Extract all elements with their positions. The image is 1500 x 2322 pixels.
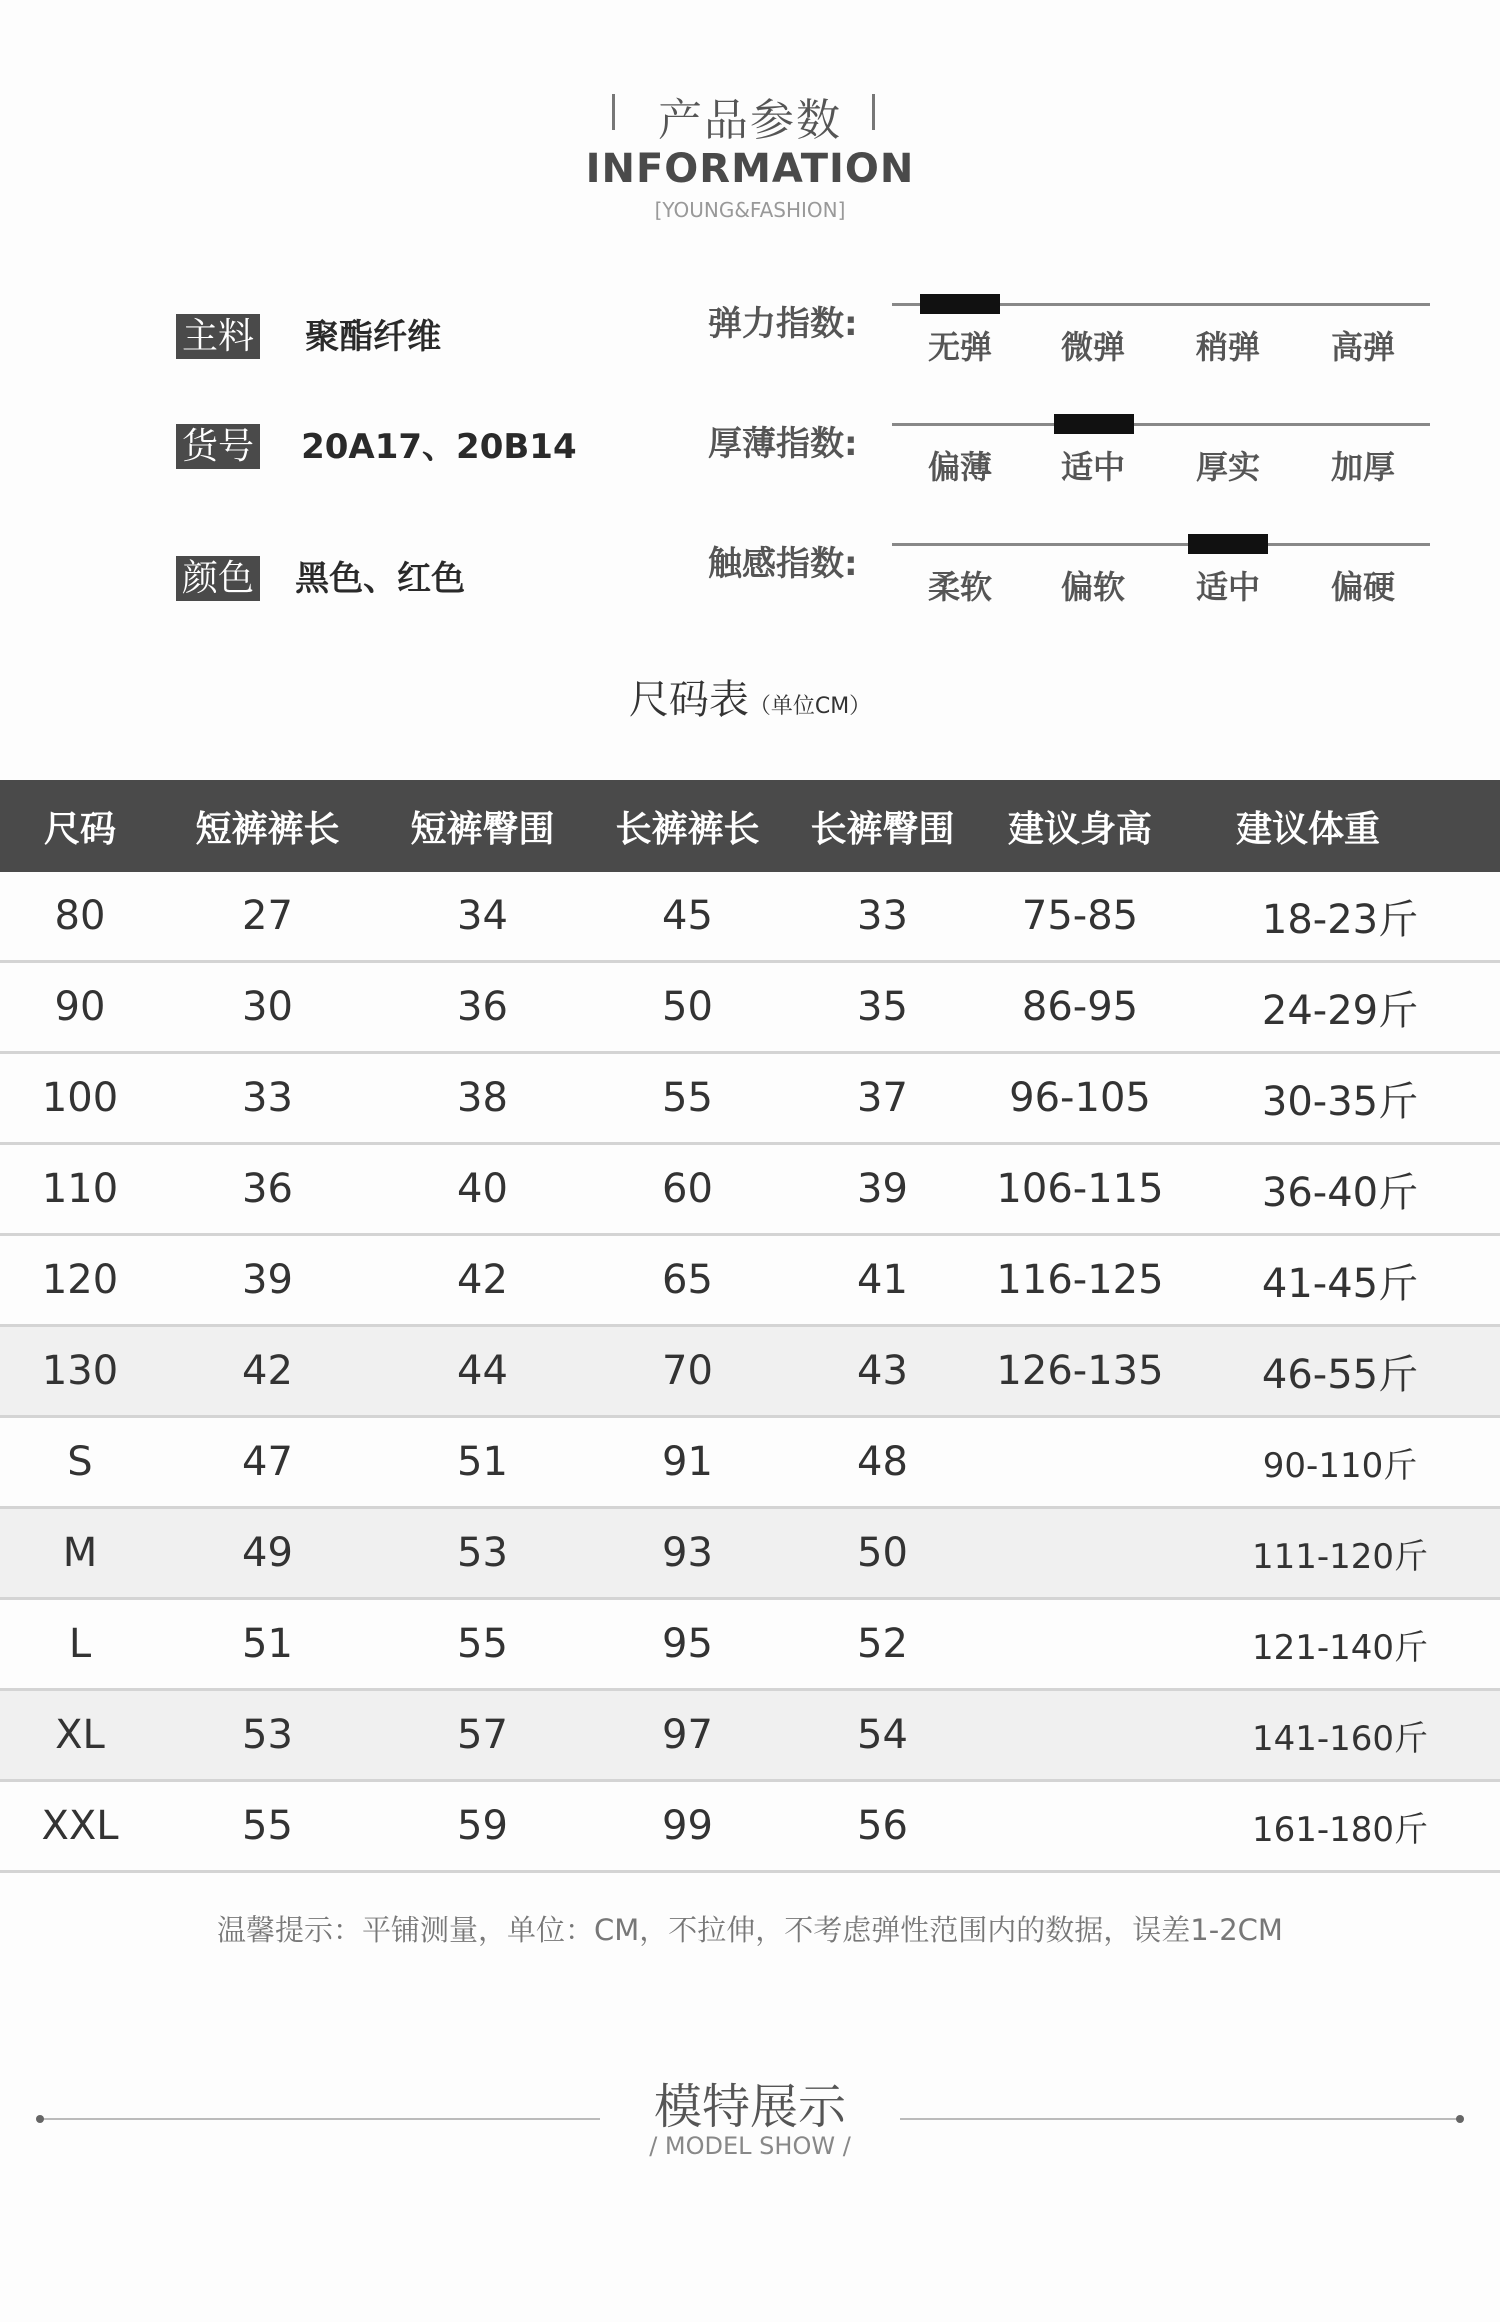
cell: 30-35斤 bbox=[1180, 1053, 1500, 1144]
table-row bbox=[0, 1417, 1500, 1508]
touch-option: 适中 bbox=[1195, 568, 1260, 606]
cell: 35 bbox=[785, 962, 980, 1053]
spec-material bbox=[176, 314, 441, 360]
size-table bbox=[0, 780, 1500, 1873]
header-short-length: 短裤裤长 bbox=[160, 780, 375, 872]
touch-option: 柔软 bbox=[927, 568, 992, 606]
cell: 33 bbox=[160, 1053, 375, 1144]
cell: 40 bbox=[375, 1144, 590, 1235]
elasticity-option: 稍弹 bbox=[1195, 328, 1260, 366]
table-row bbox=[0, 1599, 1500, 1690]
cell: 91 bbox=[590, 1417, 785, 1508]
cell bbox=[980, 1508, 1180, 1599]
touch-option: 偏硬 bbox=[1330, 568, 1395, 606]
cell: 41 bbox=[785, 1235, 980, 1326]
elasticity-option: 无弹 bbox=[927, 328, 992, 366]
header-size: 尺码 bbox=[0, 780, 160, 872]
cell: 111-120斤 bbox=[1180, 1508, 1500, 1599]
header-title-en: INFORMATION bbox=[585, 146, 915, 192]
cell: 36 bbox=[160, 1144, 375, 1235]
cell: 34 bbox=[375, 872, 590, 962]
size-chart-title-text: 尺码表 bbox=[628, 677, 749, 723]
cell bbox=[980, 1781, 1180, 1872]
measurement-tip: 温馨提示：平铺测量，单位：CM，不拉伸，不考虑弹性范围内的数据，误差1-2CM bbox=[217, 1913, 1283, 1947]
cell: 141-160斤 bbox=[1180, 1690, 1500, 1781]
cell: 116-125 bbox=[980, 1235, 1180, 1326]
cell: 42 bbox=[160, 1326, 375, 1417]
spec-label: 主料 bbox=[176, 314, 260, 359]
cell: 56 bbox=[785, 1781, 980, 1872]
touch-index-track bbox=[892, 543, 1430, 546]
cell: 97 bbox=[590, 1690, 785, 1781]
header-long-hip: 长裤臀围 bbox=[785, 780, 980, 872]
spec-item-number bbox=[176, 424, 577, 470]
cell: 36 bbox=[375, 962, 590, 1053]
elasticity-index-title: 弹力指数: bbox=[708, 304, 858, 344]
cell: 42 bbox=[375, 1235, 590, 1326]
header-title-cn: 产品参数 bbox=[658, 95, 842, 146]
thickness-index-marker bbox=[1054, 414, 1134, 434]
thickness-index-track bbox=[892, 423, 1430, 426]
cell: 65 bbox=[590, 1235, 785, 1326]
cell: 120 bbox=[0, 1235, 160, 1326]
spec-value: 聚酯纤维 bbox=[305, 317, 442, 357]
thickness-index-title: 厚薄指数: bbox=[708, 424, 858, 464]
cell: 90 bbox=[0, 962, 160, 1053]
cell: 55 bbox=[590, 1053, 785, 1144]
cell: 41-45斤 bbox=[1180, 1235, 1500, 1326]
header-short-hip: 短裤臀围 bbox=[375, 780, 590, 872]
cell: 27 bbox=[160, 872, 375, 962]
spec-label: 货号 bbox=[176, 424, 260, 469]
cell: 47 bbox=[160, 1417, 375, 1508]
spec-color bbox=[176, 556, 465, 602]
model-show-title: 模特展示 bbox=[600, 2068, 900, 2137]
cell: 70 bbox=[590, 1326, 785, 1417]
cell: 57 bbox=[375, 1690, 590, 1781]
touch-index-marker bbox=[1188, 534, 1268, 554]
cell: 55 bbox=[160, 1781, 375, 1872]
header-divider-right bbox=[872, 94, 875, 130]
cell: 55 bbox=[375, 1599, 590, 1690]
cell: XL bbox=[0, 1690, 160, 1781]
cell: 121-140斤 bbox=[1180, 1599, 1500, 1690]
cell: 95 bbox=[590, 1599, 785, 1690]
cell: 39 bbox=[785, 1144, 980, 1235]
table-row bbox=[0, 1508, 1500, 1599]
touch-index-title: 触感指数: bbox=[708, 544, 858, 584]
elasticity-index-marker bbox=[920, 294, 1000, 314]
table-row bbox=[0, 1235, 1500, 1326]
cell: 93 bbox=[590, 1508, 785, 1599]
elasticity-option: 高弹 bbox=[1330, 328, 1395, 366]
cell: 50 bbox=[785, 1508, 980, 1599]
cell: 49 bbox=[160, 1508, 375, 1599]
thickness-option: 厚实 bbox=[1195, 448, 1260, 486]
cell: 51 bbox=[160, 1599, 375, 1690]
size-chart-unit: （单位CM） bbox=[748, 694, 872, 719]
cell: 100 bbox=[0, 1053, 160, 1144]
header-long-length: 长裤裤长 bbox=[590, 780, 785, 872]
cell: L bbox=[0, 1599, 160, 1690]
spec-value: 黑色、红色 bbox=[295, 559, 466, 599]
header-subtitle: [YOUNG&FASHION] bbox=[654, 198, 846, 222]
cell: 36-40斤 bbox=[1180, 1144, 1500, 1235]
table-row bbox=[0, 1690, 1500, 1781]
table-row bbox=[0, 962, 1500, 1053]
header-height: 建议身高 bbox=[980, 780, 1180, 872]
table-row bbox=[0, 1781, 1500, 1872]
cell bbox=[980, 1417, 1180, 1508]
thickness-option: 偏薄 bbox=[927, 448, 992, 486]
cell: S bbox=[0, 1417, 160, 1508]
cell: 53 bbox=[375, 1508, 590, 1599]
cell: 51 bbox=[375, 1417, 590, 1508]
elasticity-option: 微弹 bbox=[1060, 328, 1125, 366]
cell: 50 bbox=[590, 962, 785, 1053]
table-row bbox=[0, 1053, 1500, 1144]
cell: 161-180斤 bbox=[1180, 1781, 1500, 1872]
spec-label: 颜色 bbox=[176, 556, 260, 601]
cell: 38 bbox=[375, 1053, 590, 1144]
cell bbox=[980, 1690, 1180, 1781]
cell: 90-110斤 bbox=[1180, 1417, 1500, 1508]
model-show-subtitle: / MODEL SHOW / bbox=[649, 2132, 851, 2160]
cell: 48 bbox=[785, 1417, 980, 1508]
table-row bbox=[0, 872, 1500, 962]
size-table-header bbox=[0, 780, 1500, 872]
cell: 54 bbox=[785, 1690, 980, 1781]
cell: 24-29斤 bbox=[1180, 962, 1500, 1053]
cell bbox=[980, 1599, 1180, 1690]
cell: 33 bbox=[785, 872, 980, 962]
table-row bbox=[0, 1144, 1500, 1235]
cell: 39 bbox=[160, 1235, 375, 1326]
cell: 18-23斤 bbox=[1180, 872, 1500, 962]
cell: 52 bbox=[785, 1599, 980, 1690]
divider-dot-right bbox=[1456, 2115, 1464, 2123]
cell: 80 bbox=[0, 872, 160, 962]
cell: 106-115 bbox=[980, 1144, 1180, 1235]
cell: XXL bbox=[0, 1781, 160, 1872]
cell: 53 bbox=[160, 1690, 375, 1781]
thickness-option: 适中 bbox=[1060, 448, 1125, 486]
cell: 110 bbox=[0, 1144, 160, 1235]
cell: 75-85 bbox=[980, 872, 1180, 962]
cell: 99 bbox=[590, 1781, 785, 1872]
thickness-option: 加厚 bbox=[1330, 448, 1395, 486]
cell: M bbox=[0, 1508, 160, 1599]
table-row bbox=[0, 1326, 1500, 1417]
spec-value: 20A17、20B14 bbox=[301, 427, 577, 467]
size-chart-title bbox=[0, 668, 1500, 725]
cell: 59 bbox=[375, 1781, 590, 1872]
cell: 30 bbox=[160, 962, 375, 1053]
cell: 44 bbox=[375, 1326, 590, 1417]
cell: 60 bbox=[590, 1144, 785, 1235]
cell: 126-135 bbox=[980, 1326, 1180, 1417]
cell: 45 bbox=[590, 872, 785, 962]
cell: 43 bbox=[785, 1326, 980, 1417]
cell: 86-95 bbox=[980, 962, 1180, 1053]
cell: 96-105 bbox=[980, 1053, 1180, 1144]
cell: 130 bbox=[0, 1326, 160, 1417]
cell: 37 bbox=[785, 1053, 980, 1144]
header-weight: 建议体重 bbox=[1180, 780, 1500, 872]
divider-dot-left bbox=[36, 2115, 44, 2123]
touch-option: 偏软 bbox=[1060, 568, 1125, 606]
cell: 46-55斤 bbox=[1180, 1326, 1500, 1417]
